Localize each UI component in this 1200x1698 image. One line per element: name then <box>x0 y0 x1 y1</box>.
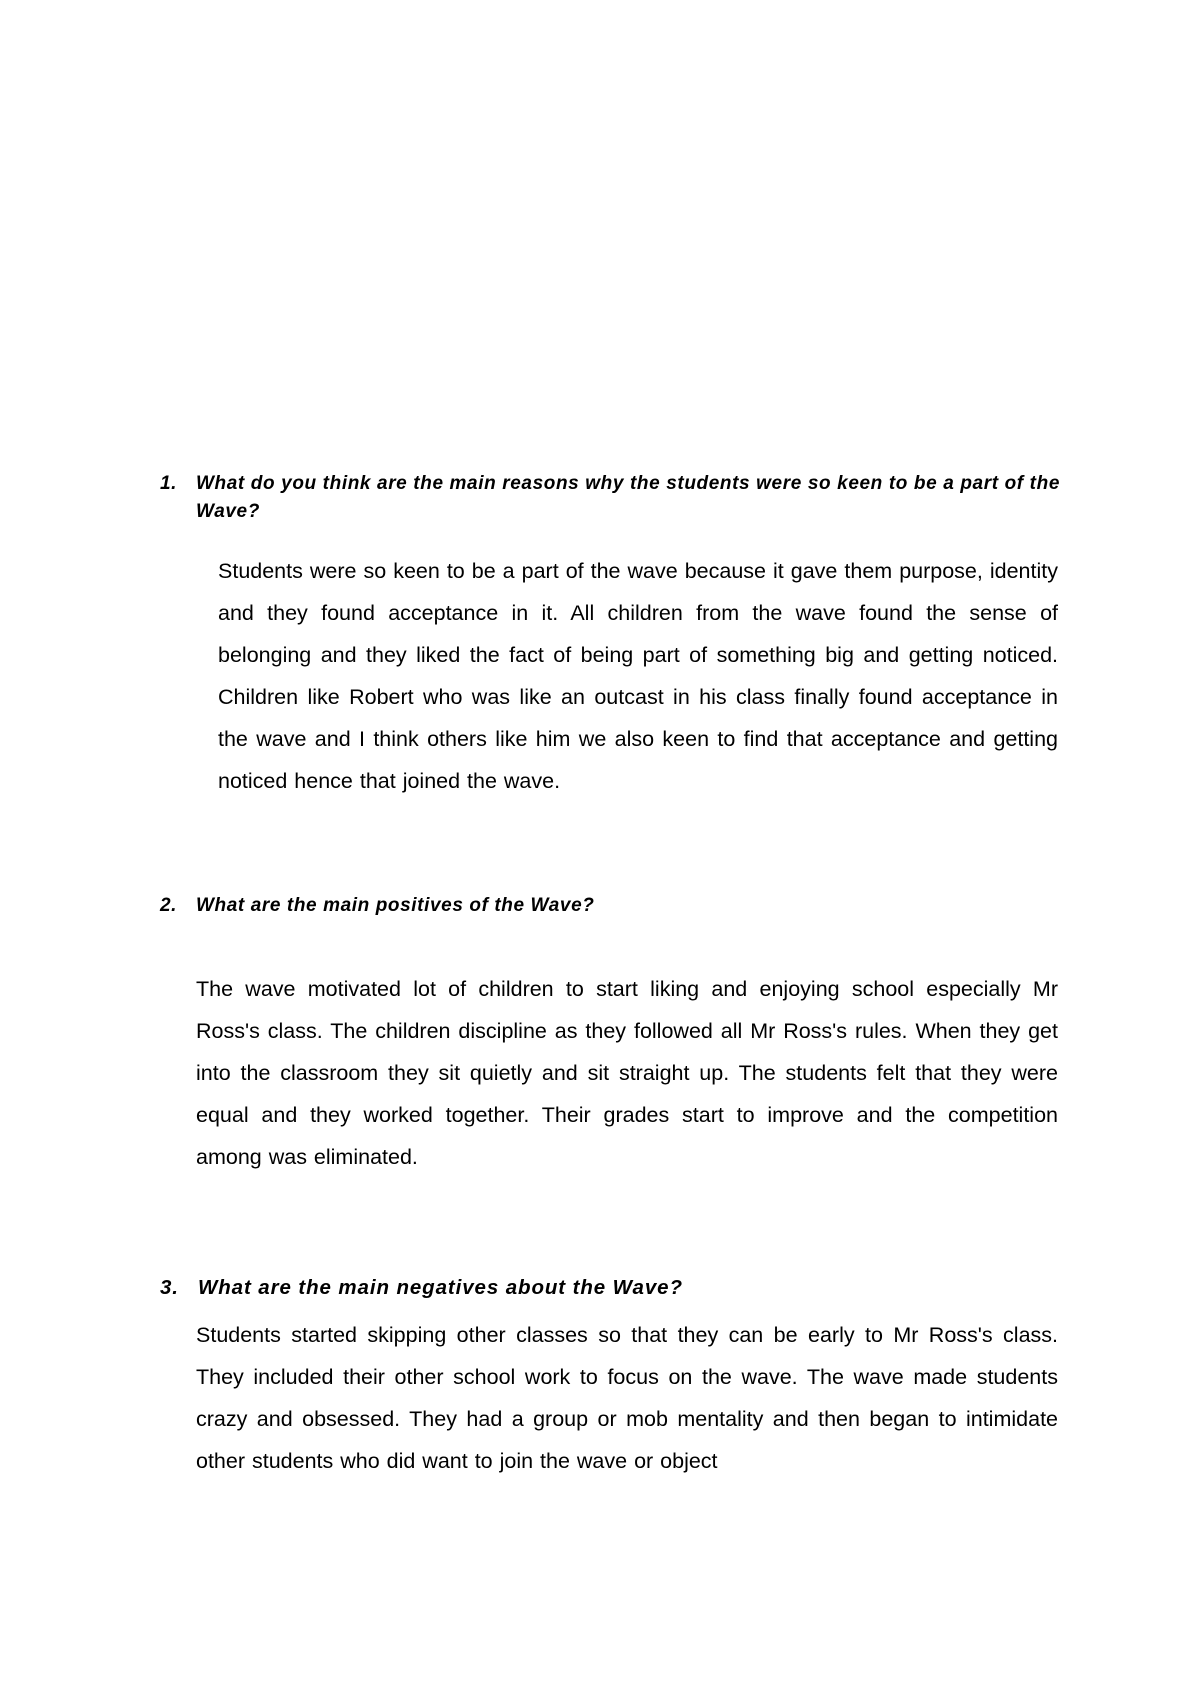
question-text: What are the main positives of the Wave? <box>196 895 595 916</box>
question-text: What do you think are the main reasons why the students were so keen to be a part of the Wave? <box>196 473 1060 522</box>
question-text: What are the main negatives about the Wave? <box>198 1276 683 1299</box>
question-number: 1. <box>160 473 178 494</box>
question-number: 2. <box>160 895 178 916</box>
answer-2: The wave motivated lot of children to start liking and enjoying school especially Mr Ross's class. The children discipline as they followed all Mr Ross's rules. When they get into the classroom they sit quietly and sit straight up. The students felt that they were equal and they worked together. Their grades start to improve and the competition among was eliminated. <box>196 977 1058 1169</box>
question-1 <box>160 470 1060 526</box>
question-3 <box>160 1274 1060 1302</box>
question-2 <box>160 892 1060 920</box>
answer-1: Students were so keen to be a part of the wave because it gave them purpose, identity and they found acceptance in it. All children from the wave found the sense of belonging and they liked the fact of being part of something big and getting noticed. Children like Robert who was like an outcast in his class finally found acceptance in the wave and I think others like him we also keen to find that acceptance and getting noticed hence that joined the wave. <box>218 559 1058 793</box>
answer-3: Students started skipping other classes so that they can be early to Mr Ross's class. They included their other school work to focus on the wave. The wave made students crazy and obsessed. They had a group or mob mentality and then began to intimidate other students who did want to join the wave or object <box>196 1323 1058 1473</box>
question-number: 3. <box>160 1276 179 1299</box>
